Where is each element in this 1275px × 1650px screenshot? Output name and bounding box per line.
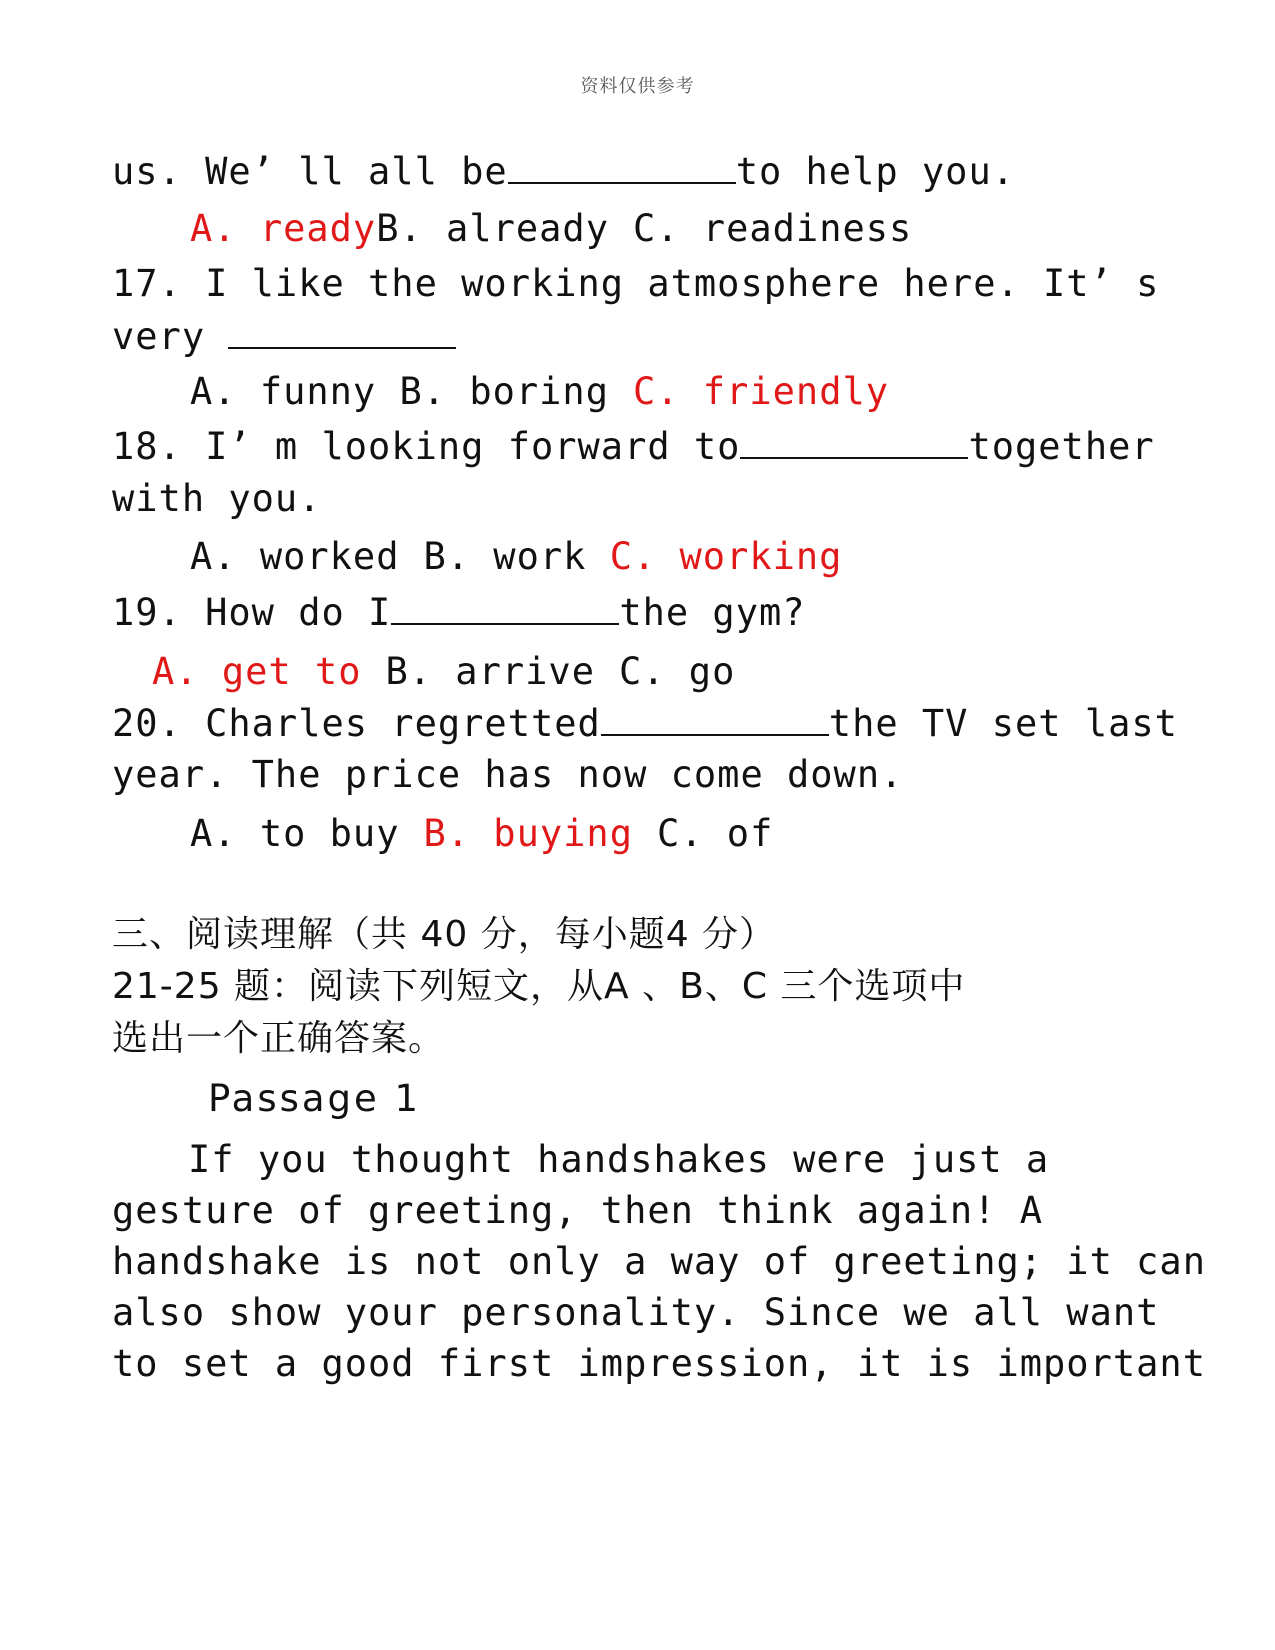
q17-blank xyxy=(228,317,456,349)
q19-blank xyxy=(391,593,619,625)
q20-stem-start: 20. Charles regretted xyxy=(112,702,601,745)
q17-stem: 17. I like the working atmosphere here. It’ s xyxy=(112,262,1160,305)
q20-option-b: B. buying xyxy=(423,812,633,855)
q19-stem xyxy=(112,591,806,635)
q20-options xyxy=(190,812,773,856)
q20-blank xyxy=(601,704,829,736)
q16-stem xyxy=(112,150,1015,194)
q17-option-b: B. boring xyxy=(399,370,609,413)
q18-stem xyxy=(112,425,1155,469)
q18-option-b: B. work xyxy=(423,535,587,578)
q19-options xyxy=(152,650,735,694)
q19-stem-start: 19. How do I xyxy=(112,591,392,634)
q18-stem-end: together xyxy=(968,425,1155,468)
q16-stem-end: to help you. xyxy=(735,150,1016,193)
q20-stem-cont: year. The price has now come down. xyxy=(112,753,904,796)
q19-stem-end: the gym? xyxy=(619,591,806,634)
page-header: 资料仅供参考 xyxy=(580,76,695,97)
q20-stem-end: the TV set last xyxy=(828,702,1178,745)
q18-stem-cont: with you. xyxy=(112,477,322,520)
passage-line-2: gesture of greeting, then think again! A xyxy=(112,1189,1044,1232)
q19-option-a: A. get to xyxy=(152,650,362,693)
q16-option-a: A. ready xyxy=(190,207,377,250)
q18-options xyxy=(190,535,842,579)
q17-option-c: C. friendly xyxy=(632,370,890,413)
q16-options xyxy=(190,207,912,251)
q16-option-b: B. already xyxy=(376,207,609,250)
section-title: 三、阅读理解（共 40 分，每小题4 分） xyxy=(112,914,777,955)
q16-stem-start: us. We’ ll all be xyxy=(112,150,508,193)
q16-blank xyxy=(508,152,736,184)
passage-line-4: also show your personality. Since we all want xyxy=(112,1291,1160,1334)
q20-option-c: C. of xyxy=(656,812,774,855)
passage-line-1: If you thought handshakes were just a xyxy=(188,1138,1050,1181)
q20-stem xyxy=(112,702,1178,746)
section-instruction-cont: 选出一个正确答案。 xyxy=(112,1018,446,1059)
q20-option-a: A. to buy xyxy=(190,812,400,855)
passage-line-5: to set a good first impression, it is important xyxy=(112,1342,1206,1385)
passage-title: Passage 1 xyxy=(208,1077,422,1120)
q19-option-b: B. arrive xyxy=(385,650,595,693)
q16-option-c: C. readiness xyxy=(632,207,913,250)
q18-option-c: C. working xyxy=(609,535,843,578)
passage-line-3: handshake is not only a way of greeting; it can xyxy=(112,1240,1206,1283)
q19-option-c: C. go xyxy=(618,650,736,693)
q17-options xyxy=(190,370,889,414)
q17-stem-end: very xyxy=(112,315,206,358)
q18-blank xyxy=(740,427,968,459)
q18-option-a: A. worked xyxy=(190,535,400,578)
section-instruction: 21-25 题：阅读下列短文，从A 、B、C 三个选项中 xyxy=(112,966,966,1007)
q17-option-a: A. funny xyxy=(190,370,377,413)
q17-stem-cont xyxy=(112,315,456,359)
q18-stem-start: 18. I’ m looking forward to xyxy=(112,425,741,468)
